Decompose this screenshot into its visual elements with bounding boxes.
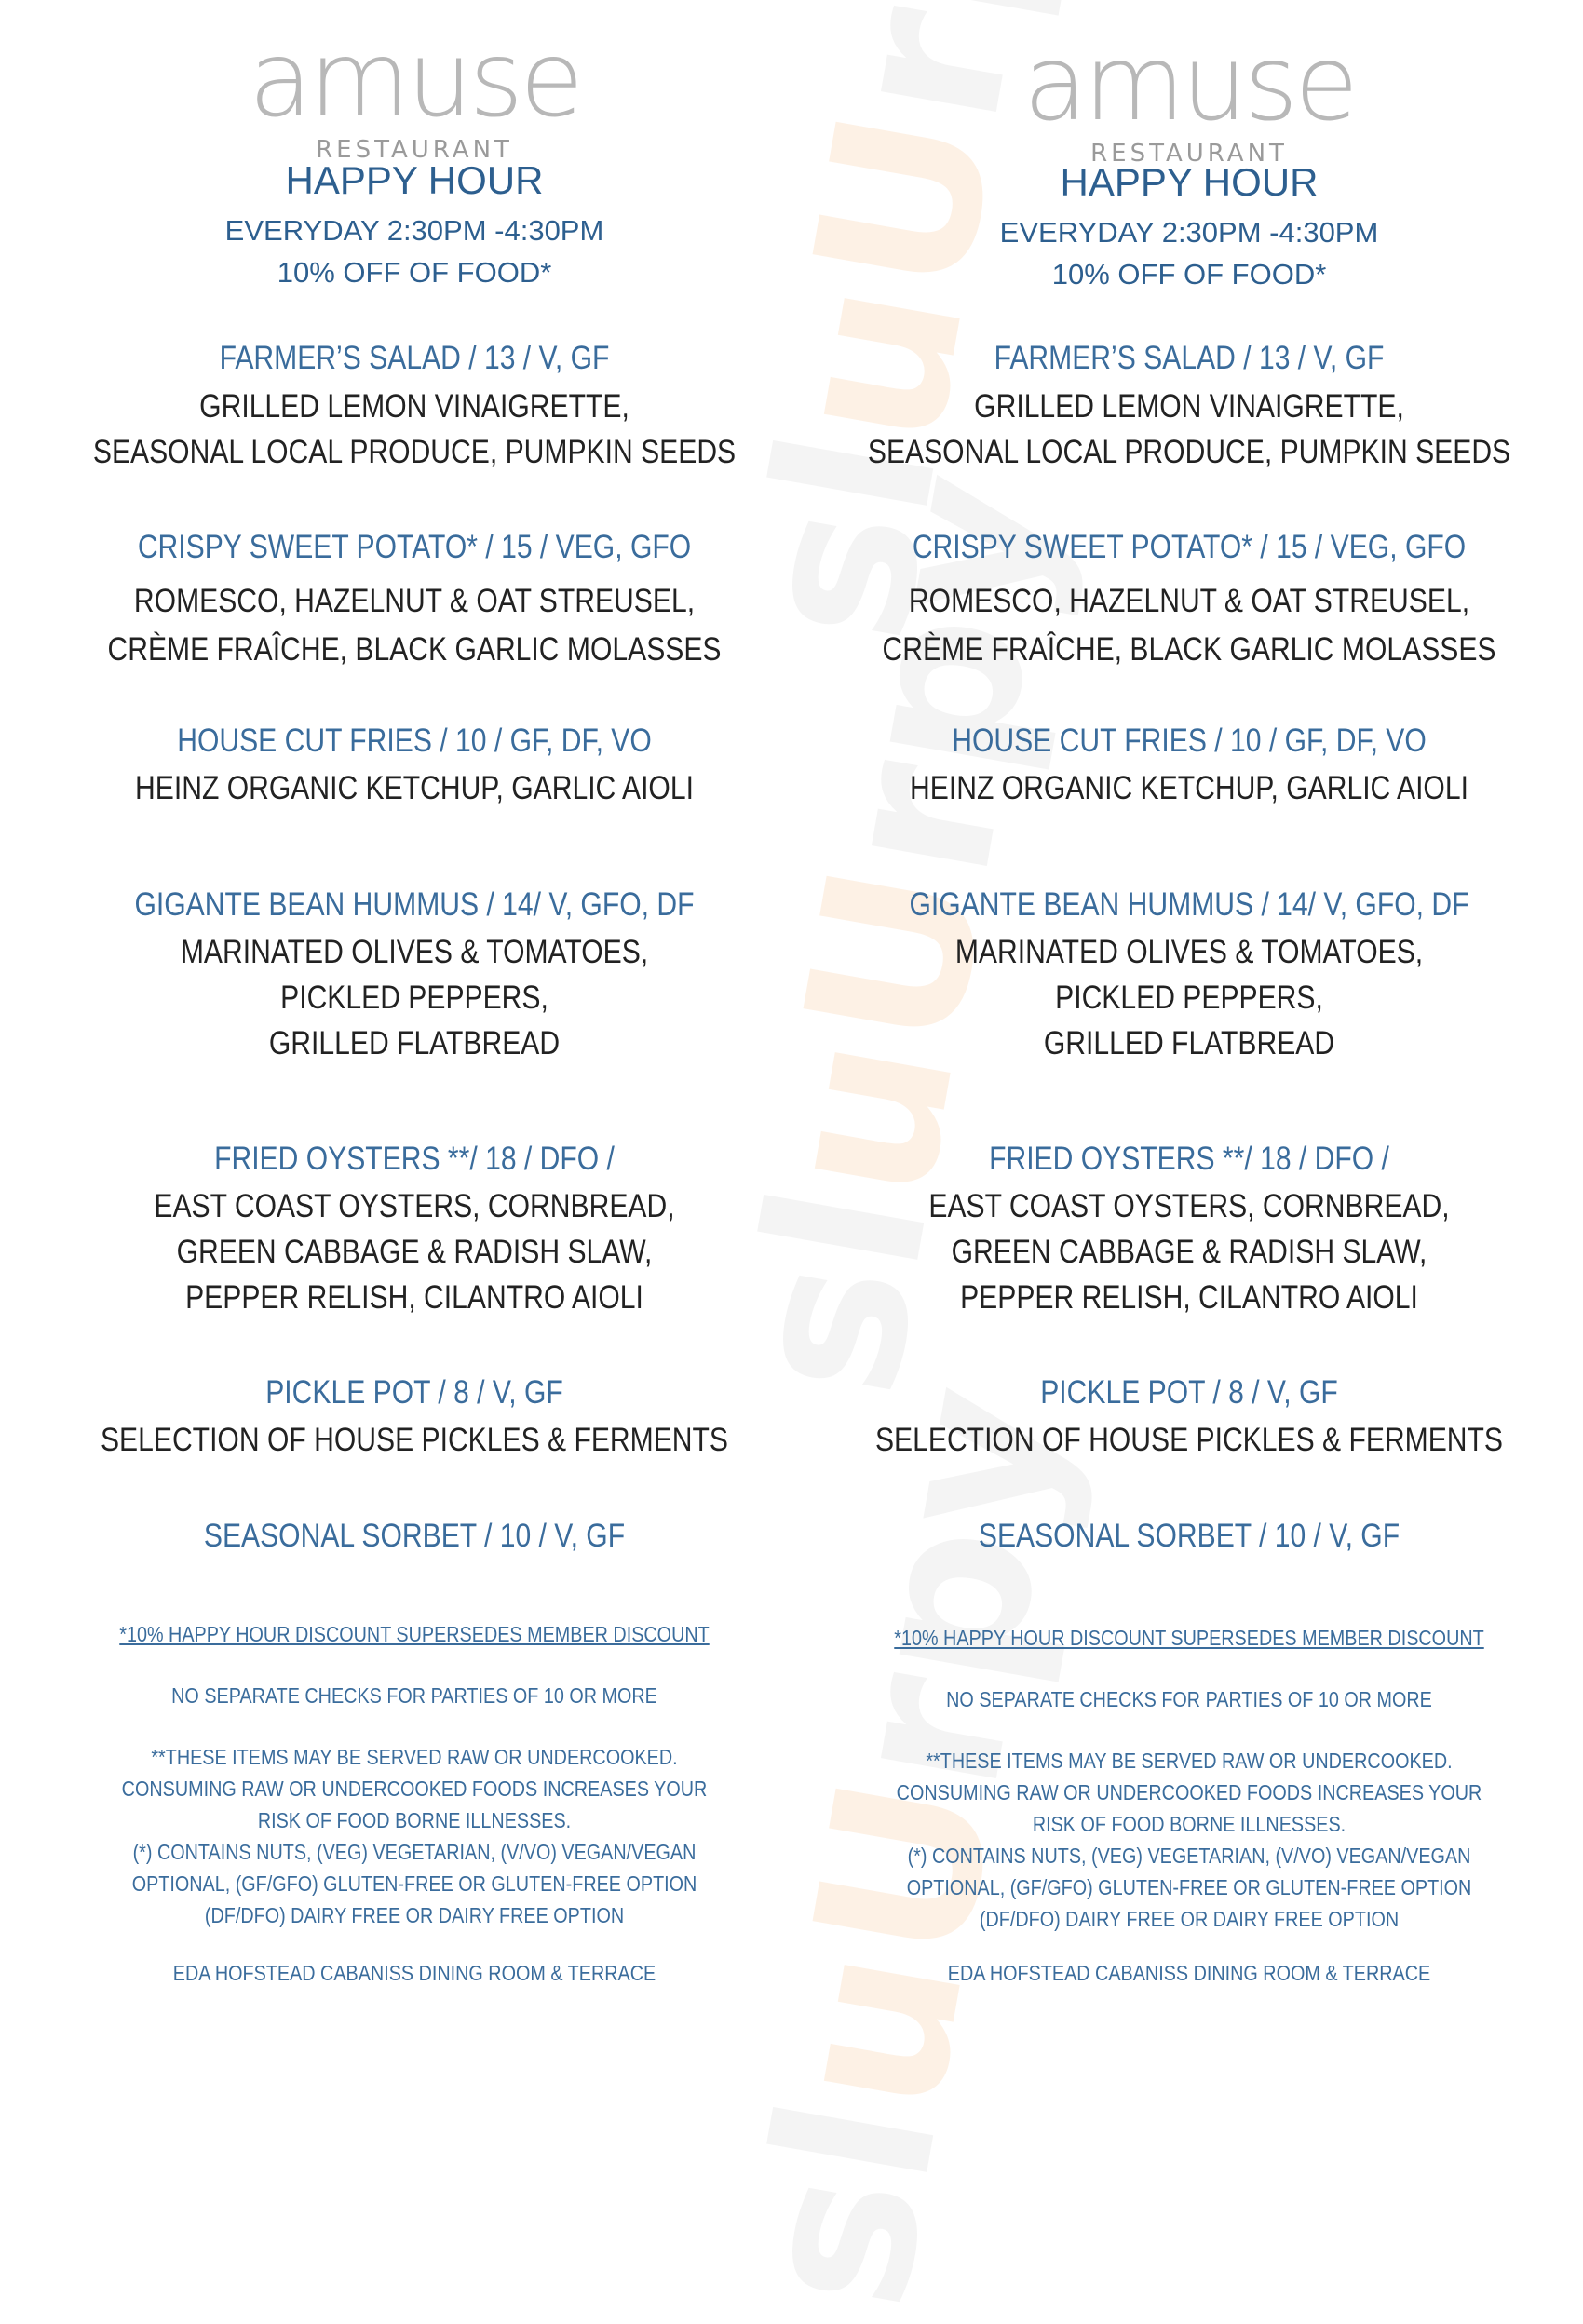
menu-item-title: GIGANTE BEAN HUMMUS / 14/ V, GFO, DF [909, 886, 1469, 923]
desc-line: SEASONAL LOCAL PRODUCE, PUMPKIN SEEDS [92, 434, 737, 470]
desc-line: PEPPER RELISH, CILANTRO AIOLI [960, 1279, 1418, 1316]
menu-item-description [82, 1183, 747, 1320]
desc-line: GREEN CABBAGE & RADISH SLAW, [176, 1234, 653, 1270]
warning-line: RISK OF FOOD BORNE ILLNESSES. [1032, 1812, 1346, 1836]
happy-hour-discount: 10% OFF OF FOOD* [277, 256, 552, 289]
desc-line: PEPPER RELISH, CILANTRO AIOLI [185, 1279, 643, 1316]
happy-hour-time: EVERYDAY 2:30PM -4:30PM [224, 214, 604, 247]
desc-line: GRILLED LEMON VINAIGRETTE, [199, 388, 629, 425]
menu-item-description [857, 384, 1522, 475]
menu-item-title: CRISPY SWEET POTATO* / 15 / VEG, GFO [912, 529, 1467, 565]
logo-wordmark: amuse [1023, 23, 1355, 144]
venue-name: EDA HOFSTEAD CABANISS DINING ROOM & TERRACE [172, 1961, 656, 1985]
menu-item-description [857, 1183, 1522, 1320]
separate-checks-note: NO SEPARATE CHECKS FOR PARTIES OF 10 OR MORE [946, 1687, 1432, 1711]
desc-line: GREEN CABBAGE & RADISH SLAW, [951, 1234, 1427, 1270]
warning-line: (DF/DFO) DAIRY FREE OR DAIRY FREE OPTION [979, 1907, 1400, 1931]
happy-hour-time: EVERYDAY 2:30PM -4:30PM [999, 216, 1379, 249]
watermark-middle: uU [732, 849, 1035, 1214]
menu-item-description [82, 1417, 747, 1463]
desc-line: PICKLED PEPPERS, [280, 980, 548, 1016]
menu-item-title: SEASONAL SORBET / 10 / V, GF [203, 1518, 626, 1554]
warning-line: OPTIONAL, (GF/GFO) GLUTEN-FREE OR GLUTEN-FREE OPTION [131, 1871, 697, 1896]
desc-line: ROMESCO, HAZELNUT & OAT STREUSEL, [133, 583, 696, 619]
desc-line: CRÈME FRAÎCHE, BLACK GARLIC MOLASSES [107, 631, 722, 668]
menu-item-title: HOUSE CUT FRIES / 10 / GF, DF, VO [177, 723, 652, 759]
warning-line: OPTIONAL, (GF/GFO) GLUTEN-FREE OR GLUTEN-FREE OPTION [906, 1875, 1472, 1899]
logo-wordmark: amuse [249, 20, 580, 141]
watermark-bottom: uU [741, 1762, 1044, 2127]
desc-line: MARINATED OLIVES & TOMATOES, [180, 934, 649, 970]
menu-item-description [857, 1417, 1522, 1463]
desc-line: HEINZ ORGANIC KETCHUP, GARLIC AIOLI [910, 770, 1468, 806]
menu-item-description [857, 929, 1522, 1066]
desc-line: MARINATED OLIVES & TOMATOES, [954, 934, 1424, 970]
menu-item-title: PICKLE POT / 8 / V, GF [265, 1374, 563, 1411]
menu-item-description [82, 577, 747, 674]
raw-food-warning [857, 1745, 1522, 1935]
member-discount-text: *10% HAPPY HOUR DISCOUNT SUPERSEDES MEMBER DISCOUNT [119, 1622, 710, 1646]
desc-line: PICKLED PEPPERS, [1055, 980, 1323, 1016]
menu-item-title: FRIED OYSTERS **/ 18 / DFO / [989, 1141, 1389, 1177]
desc-line: HEINZ ORGANIC KETCHUP, GARLIC AIOLI [135, 770, 694, 806]
desc-line: GRILLED FLATBREAD [1043, 1025, 1335, 1061]
warning-line: CONSUMING RAW OR UNDERCOOKED FOODS INCREASES YOUR [896, 1780, 1482, 1804]
member-discount-note [857, 1622, 1522, 1654]
menu-column-left [28, 0, 801, 2048]
desc-line: CRÈME FRAÎCHE, BLACK GARLIC MOLASSES [882, 631, 1496, 668]
menu-item-title: HOUSE CUT FRIES / 10 / GF, DF, VO [952, 723, 1427, 759]
menu-item-description [82, 384, 747, 475]
desc-line: ROMESCO, HAZELNUT & OAT STREUSEL, [908, 583, 1470, 619]
menu-item-description [82, 929, 747, 1066]
warning-line: (*) CONTAINS NUTS, (VEG) VEGETARIAN, (V/VO) VEGAN/VEGAN [907, 1844, 1471, 1868]
venue-name: EDA HOFSTEAD CABANISS DINING ROOM & TERRACE [947, 1961, 1431, 1985]
desc-line: GRILLED FLATBREAD [268, 1025, 561, 1061]
logo-subtitle: RESTAURANT [1090, 140, 1288, 168]
menu-item-description [82, 765, 747, 811]
logo [28, 20, 801, 164]
desc-line: SELECTION OF HOUSE PICKLES & FERMENTS [100, 1422, 729, 1458]
menu-item-title: SEASONAL SORBET / 10 / V, GF [978, 1518, 1400, 1554]
warning-line: **THESE ITEMS MAY BE SERVED RAW OR UNDERCOOKED. [151, 1745, 678, 1769]
menu-item-title: PICKLE POT / 8 / V, GF [1040, 1374, 1338, 1411]
member-discount-text: *10% HAPPY HOUR DISCOUNT SUPERSEDES MEMBER DISCOUNT [894, 1626, 1484, 1650]
desc-line: SEASONAL LOCAL PRODUCE, PUMPKIN SEEDS [867, 434, 1511, 470]
member-discount-note [82, 1618, 747, 1650]
happy-hour-title: HAPPY HOUR [285, 158, 544, 202]
menu-item-title: GIGANTE BEAN HUMMUS / 14/ V, GFO, DF [134, 886, 695, 923]
warning-line: (*) CONTAINS NUTS, (VEG) VEGETARIAN, (V/VO) VEGAN/VEGAN [132, 1840, 697, 1864]
menu-item-description [857, 577, 1522, 674]
menu-item-title: FARMER’S SALAD / 13 / V, GF [994, 340, 1385, 376]
happy-hour-title: HAPPY HOUR [1060, 160, 1319, 204]
raw-food-warning [82, 1741, 747, 1931]
logo-subtitle: RESTAURANT [316, 136, 513, 164]
desc-line: SELECTION OF HOUSE PICKLES & FERMENTS [874, 1422, 1504, 1458]
menu-item-title: FRIED OYSTERS **/ 18 / DFO / [214, 1141, 615, 1177]
menu-item-description [857, 765, 1522, 811]
warning-line: RISK OF FOOD BORNE ILLNESSES. [257, 1808, 572, 1832]
menu-column-right [803, 0, 1576, 2048]
menu-item-title: CRISPY SWEET POTATO* / 15 / VEG, GFO [137, 529, 692, 565]
happy-hour-discount: 10% OFF OF FOOD* [1051, 258, 1327, 290]
logo [803, 23, 1576, 168]
separate-checks-note: NO SEPARATE CHECKS FOR PARTIES OF 10 OR MORE [171, 1683, 657, 1708]
desc-line: EAST COAST OYSTERS, CORNBREAD, [154, 1188, 675, 1224]
warning-line: (DF/DFO) DAIRY FREE OR DAIRY FREE OPTION [204, 1903, 625, 1927]
desc-line: EAST COAST OYSTERS, CORNBREAD, [928, 1188, 1450, 1224]
desc-line: GRILLED LEMON VINAIGRETTE, [974, 388, 1404, 425]
warning-line: **THESE ITEMS MAY BE SERVED RAW OR UNDERCOOKED. [926, 1749, 1453, 1773]
menu-item-title: FARMER’S SALAD / 13 / V, GF [219, 340, 610, 376]
watermark-top: uU [741, 95, 1044, 460]
warning-line: CONSUMING RAW OR UNDERCOOKED FOODS INCREASES YOUR [121, 1777, 708, 1801]
